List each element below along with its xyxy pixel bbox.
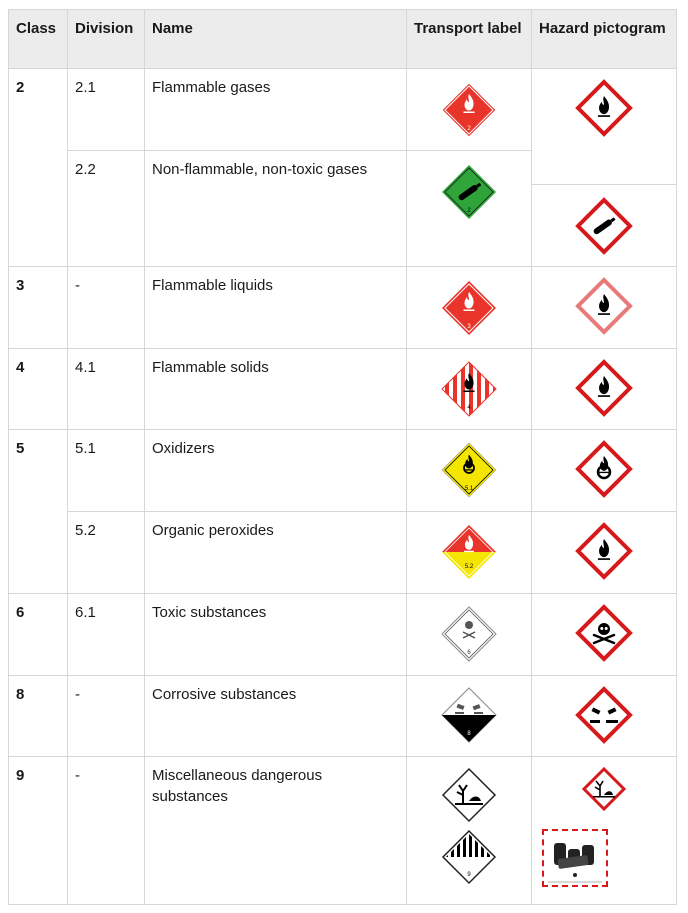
transport-label-cell <box>407 676 532 757</box>
division-cell: 6.1 <box>68 594 145 676</box>
table-row <box>9 430 677 512</box>
transport-label-cell <box>407 757 532 905</box>
class-cell: 9 <box>9 757 68 905</box>
flammable-liquid-label-icon <box>440 279 498 337</box>
miscellaneous-label-icon <box>440 828 498 886</box>
table-row <box>9 757 677 905</box>
flammable-solid-label-icon <box>440 360 498 418</box>
label-number: 5.2 <box>464 564 474 570</box>
table-row <box>9 512 677 594</box>
label-number: 2 <box>467 126 471 132</box>
name-cell: Miscellaneous dangerous substances <box>145 757 407 905</box>
name-cell: Flammable liquids <box>145 267 407 349</box>
class-cell: 8 <box>9 676 68 757</box>
class-cell: 6 <box>9 594 68 676</box>
division-cell: 2.1 <box>68 69 145 151</box>
class-cell: 5 <box>9 430 68 594</box>
transport-label-cell <box>407 512 532 594</box>
label-number: 9 <box>467 872 471 878</box>
table-row <box>9 69 677 151</box>
hazard-class-table <box>8 9 677 905</box>
hazard-pictogram-cell <box>532 69 677 151</box>
name-cell: Non-flammable, non-toxic gases <box>145 151 407 267</box>
class-cell: 3 <box>9 267 68 349</box>
toxic-label-icon <box>440 605 498 663</box>
hazard-pictogram-cell <box>532 151 677 267</box>
environment-pictogram-icon <box>582 767 626 811</box>
hazard-pictogram-cell <box>532 349 677 430</box>
hazard-pictogram-cell <box>532 512 677 594</box>
oxidizer-label-icon <box>440 441 498 499</box>
column-header-hazard-pictogram: Hazard pictogram <box>532 10 677 69</box>
division-cell: 5.2 <box>68 512 145 594</box>
hazard-pictogram-cell <box>532 430 677 512</box>
name-cell: Corrosive substances <box>145 676 407 757</box>
transport-label-cell <box>407 151 532 267</box>
name-cell: Flammable gases <box>145 69 407 151</box>
skull-crossbones-pictogram-icon <box>575 604 633 662</box>
name-cell: Toxic substances <box>145 594 407 676</box>
flame-pictogram-icon <box>575 359 633 417</box>
table-row <box>9 267 677 349</box>
flame-pictogram-icon <box>575 79 633 137</box>
label-number: 3 <box>467 324 471 330</box>
name-cell: Flammable solids <box>145 349 407 430</box>
class-cell: 2 <box>9 69 68 267</box>
name-cell: Organic peroxides <box>145 512 407 594</box>
division-cell: - <box>68 267 145 349</box>
battery-group-icon <box>544 831 606 885</box>
column-header-transport-label: Transport label <box>407 10 532 69</box>
hazard-pictogram-cell <box>532 267 677 349</box>
corrosion-pictogram-icon <box>575 686 633 744</box>
corrosive-label-icon <box>440 686 498 744</box>
table-row <box>9 676 677 757</box>
table-row <box>9 594 677 676</box>
division-cell: 4.1 <box>68 349 145 430</box>
division-cell: 2.2 <box>68 151 145 267</box>
flame-pictogram-icon <box>575 522 633 580</box>
label-number: 6 <box>467 650 471 656</box>
transport-label-cell <box>407 430 532 512</box>
label-number: 4 <box>467 405 471 411</box>
non-flammable-gas-label-icon <box>440 163 498 221</box>
hazard-pictogram-cell <box>532 594 677 676</box>
label-number: 2 <box>467 208 471 214</box>
label-number: 8 <box>467 731 471 737</box>
label-number: 5.1 <box>464 486 474 492</box>
flame-over-circle-pictogram-icon <box>575 440 633 498</box>
table-row <box>9 349 677 430</box>
flammable-gas-label-icon <box>440 81 498 139</box>
column-header-division: Division <box>68 10 145 69</box>
division-cell: 5.1 <box>68 430 145 512</box>
table-row <box>9 151 677 267</box>
hazard-pictogram-cell <box>532 757 677 905</box>
flame-pictogram-icon <box>575 277 633 335</box>
hazard-pictogram-cell <box>532 676 677 757</box>
environment-label-icon <box>440 766 498 824</box>
class-cell: 4 <box>9 349 68 430</box>
lithium-battery-mark-icon <box>542 829 608 887</box>
column-header-class: Class <box>9 10 68 69</box>
column-header-name: Name <box>145 10 407 69</box>
transport-label-cell <box>407 69 532 151</box>
division-cell: - <box>68 757 145 905</box>
name-cell: Oxidizers <box>145 430 407 512</box>
division-cell: - <box>68 676 145 757</box>
transport-label-cell <box>407 594 532 676</box>
transport-label-cell <box>407 267 532 349</box>
organic-peroxide-label-icon <box>440 523 498 581</box>
gas-cylinder-pictogram-icon <box>575 197 633 255</box>
transport-label-cell <box>407 349 532 430</box>
